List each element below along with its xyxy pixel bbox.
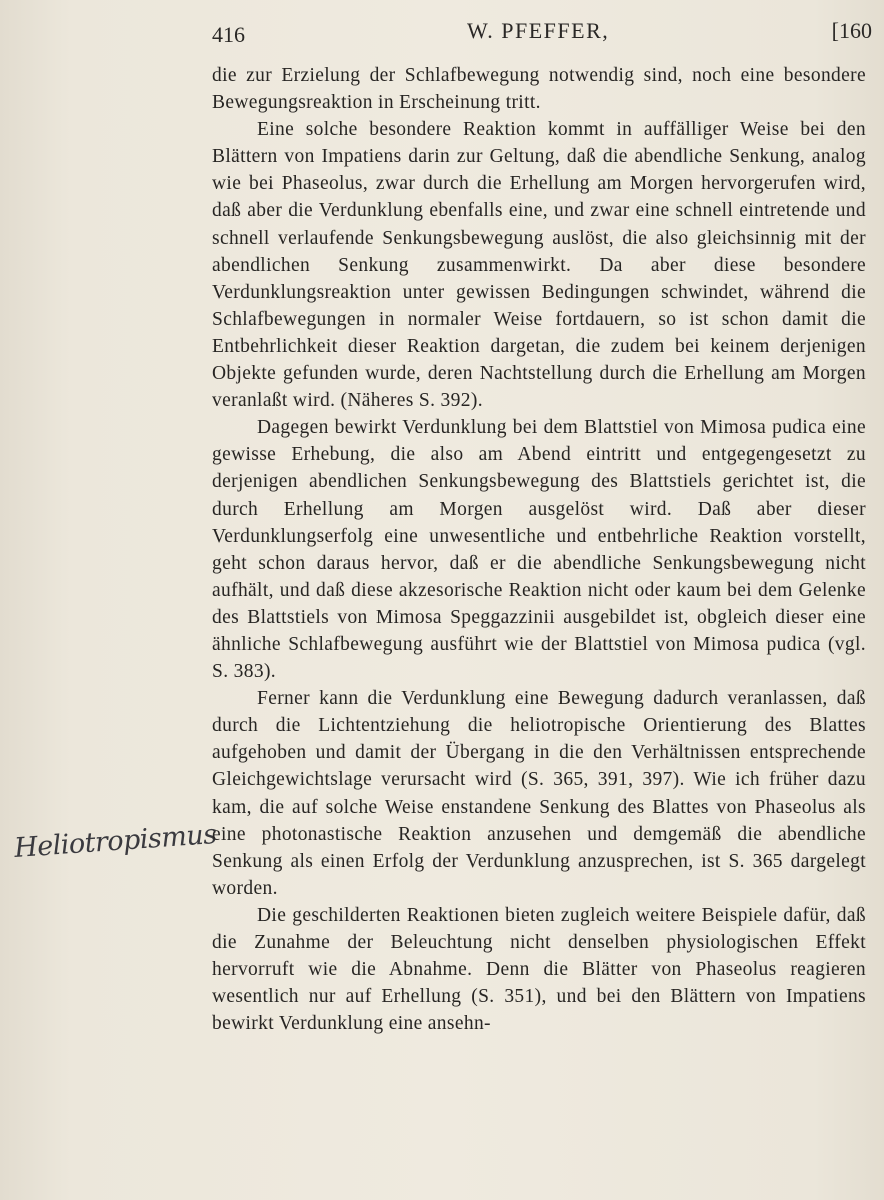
paragraph-continued: die zur Erzielung der Schlafbewegung notwendig sind, noch eine besondere Bewegungsreaktion in Erscheinung tritt.: [212, 65, 866, 114]
paragraph-mimosa: Dagegen bewirkt Verdunklung bei dem Blattstiel von Mimosa pudica eine gewisse Erhebung, die also am Abend eintritt und entgegengesetzt zu derjenigen abendlichen Senkungsbewegung des Blattstiels gerichtet ist, die durch Erhellung am Morgen ausgelöst wird. Daß aber dieser Verdunklungserfolg eine unwesentliche und entbehrliche Reaktion vorstellt, geht schon daraus hervor, daß er die abendliche Senkungsbewegung nicht aufhält, und daß diese akzesorische Reaktion nicht oder kaum bei dem Gelenke des Blattstiels von Mimosa Speggazzinii ausgebildet ist, obgleich dieser eine ähnliche Schlafbewegung ausführt wie der Blattstiel von Mimosa pudica (vgl. S. 383).: [212, 417, 866, 683]
original-page-number: [160: [831, 18, 872, 43]
handwritten-margin-note: Heliotropismus: [13, 818, 218, 865]
paragraph-reactions: Die geschilderten Reaktionen bieten zugleich weitere Beispiele dafür, daß die Zunahme der Beleuchtung nicht denselben physiologischen Effekt hervorruft wie die Abnahme. Denn die Blätter von Phaseolus reagieren wesentlich nur auf Erhellung (S. 351), und bei den Blättern von Impatiens bewirkt Verdunklung eine ansehn-: [212, 904, 866, 1035]
running-head: W. PFEFFER,: [467, 18, 610, 43]
page-number: 416: [212, 22, 245, 47]
paragraph-impatiens: Eine solche besondere Reaktion kommt in auffälliger Weise bei den Blättern von Impatiens darin zur Geltung, daß die abendliche Senkung, analog wie bei Phaseolus, zwar durch die Erhellung am Morgen hervorgerufen wird, daß aber die Verdunklung ebenfalls eine, und zwar eine schnell eintretende und schnell verlaufende Senkungsbewegung auslöst, die also gleichsinnig mit der abendlichen Senkung zusammenwirkt. Da aber diese besondere Verdunklungsreaktion unter gewissen Bedingungen schwindet, während die Schlafbewegungen in normaler Weise fortdauern, so ist schon damit die Entbehrlichkeit dieser Reaktion dargetan, die zudem bei keinem derjenigen Objekte gefunden wurde, deren Nachtstellung durch die Erhellung am Morgen veranlaßt wird. (Näheres S. 392).: [212, 119, 866, 412]
body-text: [212, 62, 866, 1037]
page-header: [212, 14, 872, 48]
paragraph-heliotropic: Ferner kann die Verdunklung eine Bewegung dadurch veranlassen, daß durch die Lichtentziehung die heliotropische Orientierung des Blattes aufgehoben und damit der Übergang in die den Verhältnissen entsprechende Gleichgewichtslage verursacht wird (S. 365, 391, 397). Wie ich früher dazu kam, die auf solche Weise enstandene Senkung des Blattes von Phaseolus als eine photonastische Reaktion anzusehen und demgemäß die abendliche Senkung als einen Erfolg der Verdunklung anzusprechen, ist S. 365 dargelegt worden.: [212, 688, 866, 899]
